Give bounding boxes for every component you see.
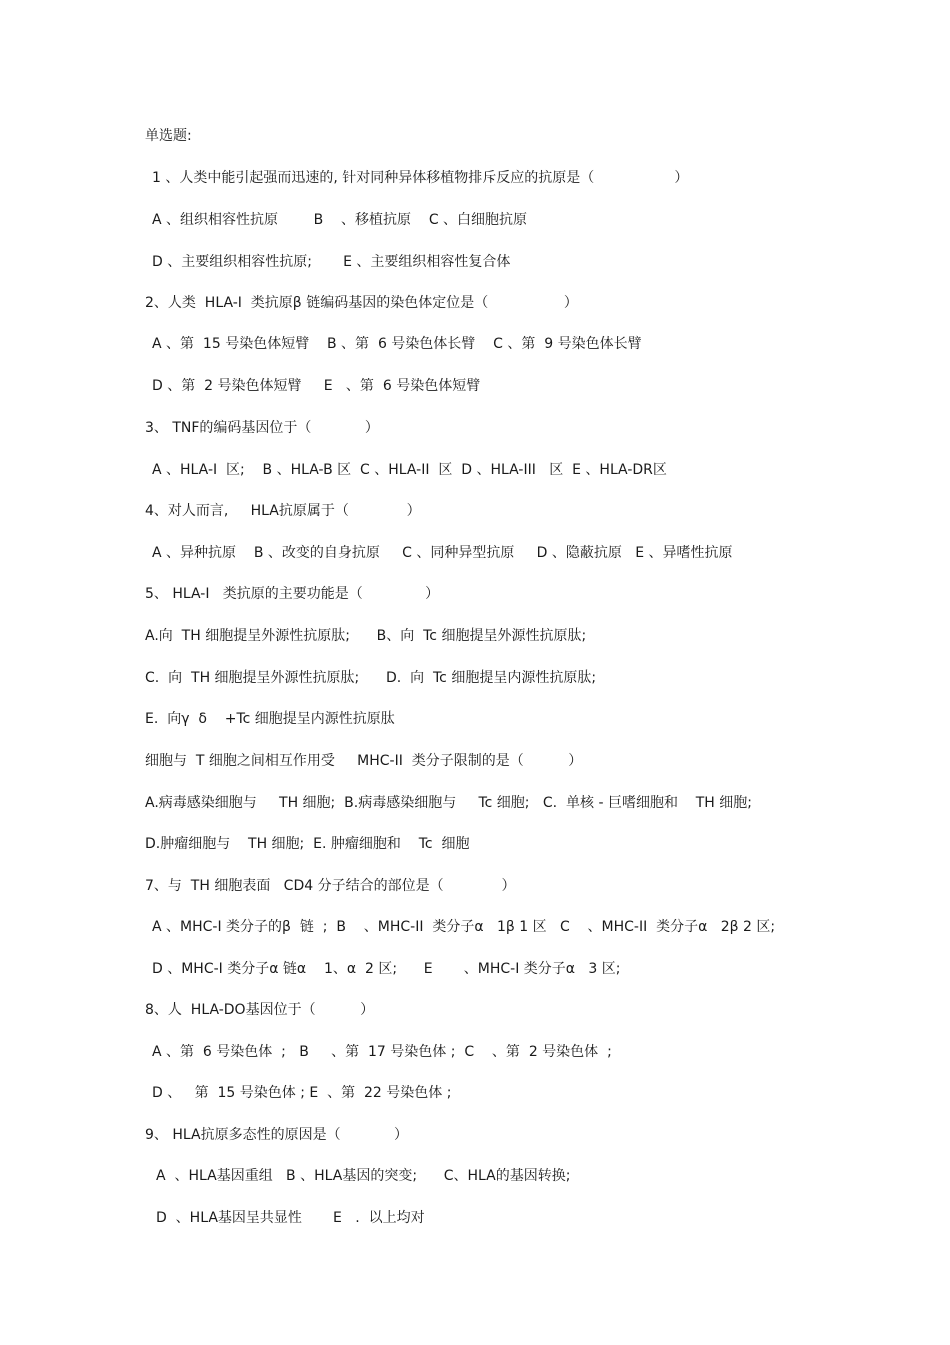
q7-stem: 7、与 TH 细胞表面 CD4 分子结合的部位是（ ）	[145, 878, 516, 894]
q2-options-d-e: D 、第 2 号染色体短臂 E 、第 6 号染色体短臂	[152, 378, 481, 394]
q5-stem: 5、 HLA-I 类抗原的主要功能是（ ）	[145, 586, 440, 602]
q8-stem: 8、人 HLA-DO基因位于（ ）	[145, 1002, 375, 1018]
q6-stem: 细胞与 T 细胞之间相互作用受 MHC-II 类分子限制的是（ ）	[145, 753, 583, 769]
q7-options-d-e: D 、MHC-I 类分子α 链α 1、α 2 区; E 、MHC-I 类分子α 3 区;	[152, 961, 621, 977]
q5-options-a-b: A.向 TH 细胞提呈外源性抗原肽; B、向 Tc 细胞提呈外源性抗原肽;	[145, 628, 587, 644]
q3-stem: 3、 TNF的编码基因位于（ ）	[145, 420, 379, 436]
q4-options: A 、异种抗原 B 、改变的自身抗原 C 、同种异型抗原 D 、隐蔽抗原 E 、异嗜性抗原	[152, 545, 733, 561]
q9-options-a-c: A 、HLA基因重组 B 、HLA基因的突变; C、HLA的基因转换;	[156, 1168, 571, 1184]
q1-options-a-c: A 、组织相容性抗原 B 、移植抗原 C 、白细胞抗原	[152, 212, 528, 228]
q8-options-d-e: D 、 第 15 号染色体 ; E 、第 22 号染色体 ;	[152, 1085, 452, 1101]
section-heading: 单选题:	[145, 128, 192, 144]
q8-options-a-c: A 、第 6 号染色体 ; B 、第 17 号染色体 ; C 、第 2 号染色体 ;	[152, 1044, 612, 1060]
q9-options-d-e: D 、HLA基因呈共显性 E . 以上均对	[156, 1210, 425, 1226]
q2-options-a-c: A 、第 15 号染色体短臂 B 、第 6 号染色体长臂 C 、第 9 号染色体长臂	[152, 336, 642, 352]
q9-stem: 9、 HLA抗原多态性的原因是（ ）	[145, 1127, 408, 1143]
q7-options-a-c: A 、MHC-I 类分子的β 链 ; B 、MHC-II 类分子α 1β 1 区 C 、MHC-II 类分子α 2β 2 区;	[152, 919, 776, 935]
q6-options-d-e: D.肿瘤细胞与 TH 细胞; E. 肿瘤细胞和 Tc 细胞	[145, 836, 470, 852]
q1-stem: 1 、人类中能引起强而迅速的, 针对同种异体移植物排斥反应的抗原是（ ）	[152, 170, 689, 186]
q3-options: A 、HLA-I 区; B 、HLA-B 区 C 、HLA-II 区 D 、HLA-III 区 E 、HLA-DR区	[152, 462, 667, 478]
q5-options-c-d: C. 向 TH 细胞提呈外源性抗原肽; D. 向 Tc 细胞提呈内源性抗原肽;	[145, 670, 597, 686]
q6-options-a-c: A.病毒感染细胞与 TH 细胞; B.病毒感染细胞与 Tc 细胞; C. 单核 - 巨嗜细胞和 TH 细胞;	[145, 795, 752, 811]
q2-stem: 2、人类 HLA-I 类抗原β 链编码基因的染色体定位是（ ）	[145, 295, 578, 311]
q1-options-d-e: D 、主要组织相容性抗原; E 、主要组织相容性复合体	[152, 254, 511, 270]
q4-stem: 4、对人而言, HLA抗原属于（ ）	[145, 503, 421, 519]
q5-option-e: E. 向γ δ +Tc 细胞提呈内源性抗原肽	[145, 711, 395, 727]
